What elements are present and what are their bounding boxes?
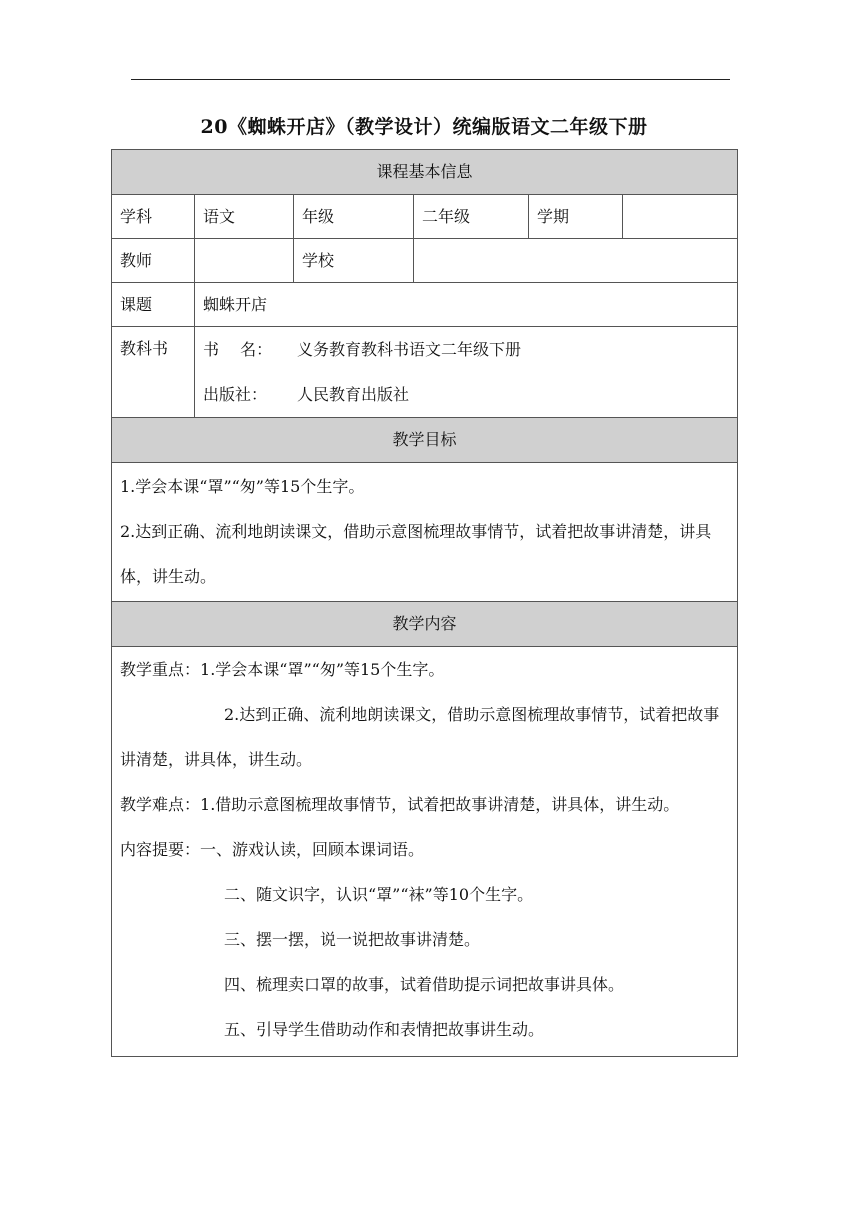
outline-label: 内容提要： xyxy=(120,840,201,859)
outline-item: 五、引导学生借助动作和表情把故事讲生动。 xyxy=(224,1020,545,1039)
section-header-content: 教学内容 xyxy=(112,602,738,647)
outline-item: 二、随文识字，认识“罩”“袜”等10个生字。 xyxy=(224,885,534,904)
header-rule xyxy=(131,79,730,80)
publisher-line xyxy=(203,372,729,417)
publisher-label: 出版社： xyxy=(203,385,268,404)
grade-value: 二年级 xyxy=(414,195,529,239)
objectives-body xyxy=(112,463,738,602)
section-header-basic-info: 课程基本信息 xyxy=(112,150,738,195)
subject-value: 语文 xyxy=(195,195,294,239)
topic-value: 蜘蛛开店 xyxy=(195,283,738,327)
outline-item: 三、摆一摆，说一说把故事讲清楚。 xyxy=(224,930,481,949)
outline-line xyxy=(120,827,733,872)
term-label: 学期 xyxy=(529,195,623,239)
key-point-2-text: 2.达到正确、流利地朗读课文，借助示意图梳理故事情节，试着把故事讲清楚，讲具体，讲生动。 xyxy=(120,705,720,769)
school-value xyxy=(414,239,738,283)
publisher-value: 人民教育出版社 xyxy=(297,385,410,404)
school-label: 学校 xyxy=(294,239,414,283)
key-point-label: 教学重点： xyxy=(120,660,201,679)
outline-item: 一、游戏认读，回顾本课词语。 xyxy=(200,840,425,859)
term-value xyxy=(623,195,738,239)
key-point-2 xyxy=(120,692,733,782)
teacher-value xyxy=(195,239,294,283)
book-name-value: 义务教育教科书语文二年级下册 xyxy=(297,340,522,359)
lesson-plan-table xyxy=(111,149,738,1057)
textbook-info xyxy=(195,327,738,418)
book-name-label: 书 名： xyxy=(203,340,273,359)
difficulty-1: 1.借助示意图梳理故事情节，试着把故事讲清楚，讲具体，讲生动。 xyxy=(200,795,680,814)
difficulty-label: 教学难点： xyxy=(120,795,201,814)
key-point-1: 1.学会本课“罩”“匆”等15个生字。 xyxy=(200,660,445,679)
outline-item: 四、梳理卖口罩的故事，试着借助提示词把故事讲具体。 xyxy=(224,975,625,994)
difficulty-line xyxy=(120,782,733,827)
topic-label: 课题 xyxy=(112,283,195,327)
objective-item: 1.学会本课“罩”“匆”等15个生字。 xyxy=(120,477,365,496)
teacher-label: 教师 xyxy=(112,239,195,283)
book-name-line xyxy=(203,327,729,372)
content-body xyxy=(112,647,738,1057)
key-point-line xyxy=(120,647,733,692)
document-title: 20《蜘蛛开店》（教学设计）统编版语文二年级下册 xyxy=(200,116,648,138)
textbook-label: 教科书 xyxy=(112,327,195,418)
subject-label: 学科 xyxy=(112,195,195,239)
grade-label: 年级 xyxy=(294,195,414,239)
section-header-objectives: 教学目标 xyxy=(112,418,738,463)
objective-item: 2.达到正确、流利地朗读课文，借助示意图梳理故事情节，试着把故事讲清楚，讲具体，讲生动。 xyxy=(120,522,712,586)
